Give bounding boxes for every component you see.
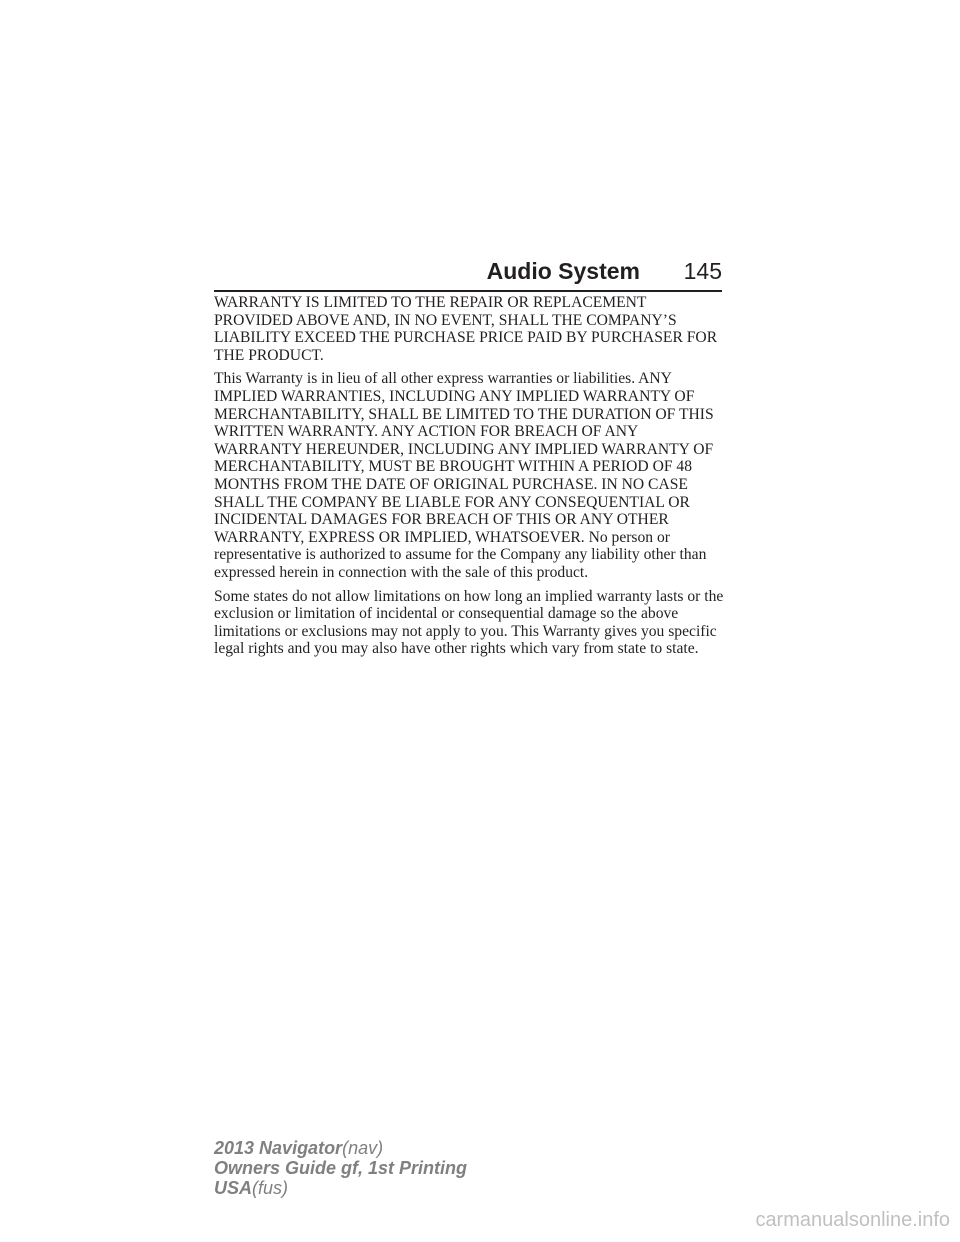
paragraph-implied-warranties: This Warranty is in lieu of all other express warranties or liabilities. ANY IMPLIED WARRANTIES, INCLUDING ANY IMPLIED WARRANTY OF MERCHANTABILITY, SHALL BE LIMITED TO THE DURATION OF THIS WRITTEN WARRANTY. ANY ACTION FOR BREACH OF ANY WARRANTY HEREUNDER, INCLUDING ANY IMPLIED WARRANTY OF MERCHANTABILITY, MUST BE BROUGHT WITHIN A PERIOD OF 48 MONTHS FROM THE DATE OF ORIGINAL PURCHASE. IN NO CASE SHALL THE COMPANY BE LIABLE FOR ANY CONSEQUENTIAL OR INCIDENTAL DAMAGES FOR BREACH OF THIS OR ANY OTHER WARRANTY, EXPRESS OR IMPLIED, WHATSOEVER. No person or representative is authorized to assume for the Company any liability other than expressed herein in connection with the sale of this product.: [214, 370, 714, 581]
footer-market-code: (fus): [252, 1178, 289, 1198]
section-title: Audio System: [486, 258, 640, 284]
footer-line-model: [214, 1138, 467, 1158]
paragraph-warranty-limit: WARRANTY IS LIMITED TO THE REPAIR OR REPLACEMENT PROVIDED ABOVE AND, IN NO EVENT, SHALL THE COMPANY’S LIABILITY EXCEED THE PURCHASE PRICE PAID BY PURCHASER FOR THE PRODUCT.: [214, 294, 718, 364]
page-number: 145: [683, 258, 722, 284]
footer-line-guide: [214, 1158, 467, 1178]
footer-line-market: [214, 1178, 467, 1198]
footer-market: USA: [214, 1178, 253, 1198]
page-header: [214, 256, 722, 292]
footer-model-code: (nav): [342, 1138, 384, 1158]
footer-guide: Owners Guide gf, 1st Printing: [214, 1158, 468, 1178]
paragraph-state-rights: Some states do not allow limitations on how long an implied warranty lasts or the exclusion or limitation of incidental or consequential damage so the above limitations or exclusions may not apply to you. This Warranty gives you specific legal rights and you may also have other rights which vary from state to state.: [214, 587, 724, 658]
watermark: carmanualsonline.info: [755, 1209, 950, 1231]
footer: [214, 1138, 467, 1198]
footer-model: 2013 Navigator: [214, 1138, 343, 1158]
body-text: [214, 294, 724, 664]
